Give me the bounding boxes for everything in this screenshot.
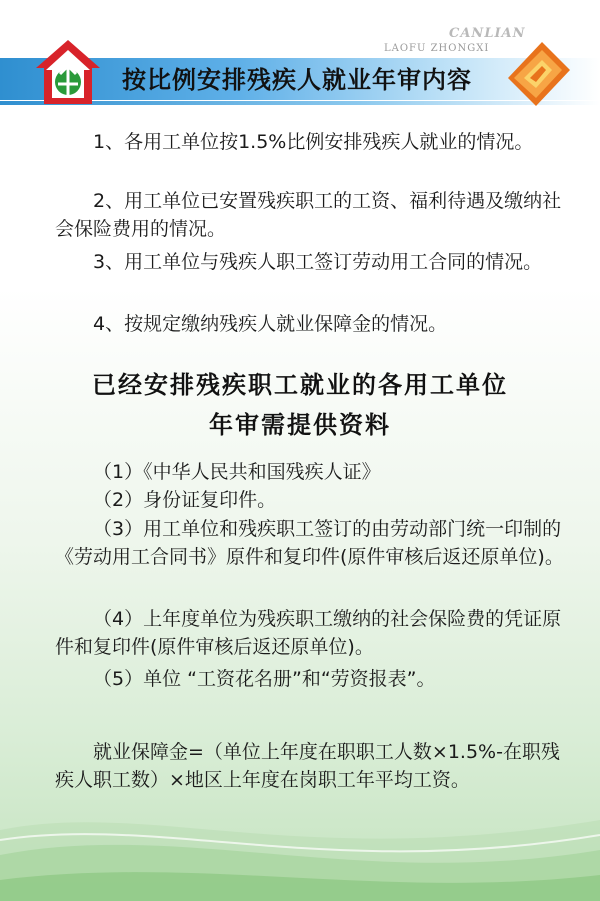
section2-item-2: （2）身份证复印件。	[93, 489, 277, 511]
watermark-canlian: CANLIAN	[449, 26, 526, 41]
formula-text: 就业保障金=（单位上年度在职职工人数×1.5%-在职残疾人职工数）×地区上年度在岗职工年平均工资。	[55, 741, 560, 791]
section1-item-3: 3、用工单位与残疾人职工签订劳动用工合同的情况。	[93, 251, 543, 273]
disabled-federation-logo-icon	[34, 38, 102, 110]
section1-item-1: 1、各用工单位按1.5%比例安排残疾人就业的情况。	[93, 131, 534, 153]
decorative-green-waves	[0, 760, 600, 901]
section1-item-4: 4、按规定缴纳残疾人就业保障金的情况。	[93, 313, 448, 335]
page-title: 按比例安排残疾人就业年审内容	[122, 65, 472, 94]
watermark-laofu: LAOFU ZHONGXI	[384, 43, 490, 54]
section2-heading-line2: 年审需提供资料	[209, 410, 391, 439]
header	[0, 0, 600, 110]
section2-item-4: （4）上年度单位为残疾职工缴纳的社会保险费的凭证原件和复印件(原件审核后返还原单位)。	[55, 608, 562, 658]
orange-frame-emblem-icon	[498, 30, 578, 110]
section2-heading-line1: 已经安排残疾职工就业的各用工单位	[92, 370, 508, 399]
section2-item-5: （5）单位 “工资花名册”和“劳资报表”。	[93, 668, 436, 690]
section2-item-3: （3）用工单位和残疾职工签订的由劳动部门统一印制的《劳动用工合同书》原件和复印件(原件审核后返还原单位)。	[55, 518, 564, 568]
section1-item-2: 2、用工单位已安置残疾职工的工资、福利待遇及缴纳社会保险费用的情况。	[55, 190, 562, 240]
section2-item-1: （1）《中华人民共和国残疾人证》	[93, 461, 381, 483]
